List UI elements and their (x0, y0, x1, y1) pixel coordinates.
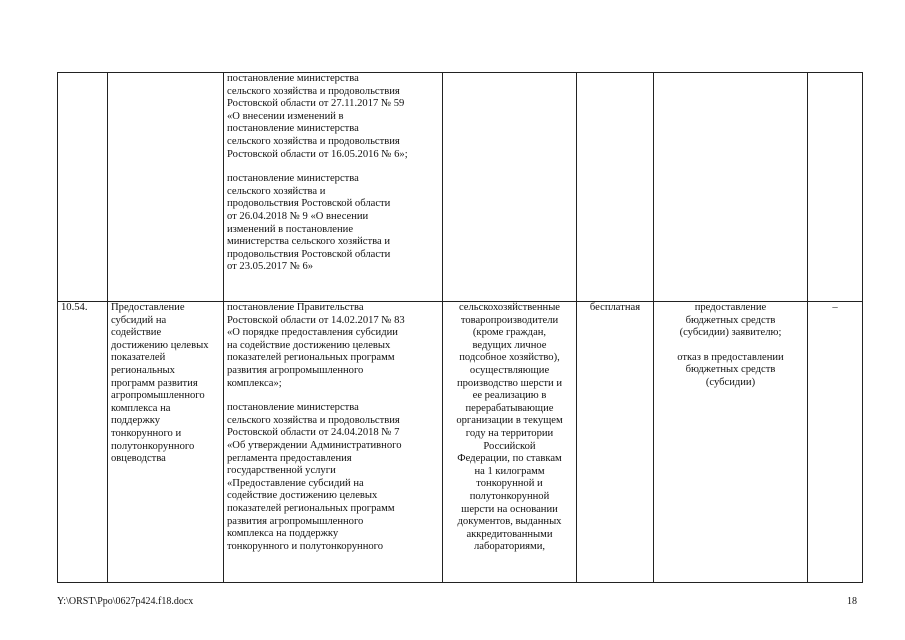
legal-doc-paragraph: постановление министерства сельского хозяйства и продовольствия Ростовской области от 26.04.2018 № 9 «О внесении изменений в постановление министерства сельского хозяйства и продовольствия Ростовской области от 23.05.2017 № 6» (227, 173, 391, 273)
footer-page-number: 18 (847, 596, 857, 607)
cell-service (108, 302, 224, 583)
legal-doc-paragraph: постановление министерства сельского хозяйства и продовольствия Ростовской области от 27.11.2017 № 59 «О внесении изменений в постановление министерства сельского хозяйства и продовольствия Ростовской области от 16.05.2016 № 6»; (227, 73, 408, 160)
cell-recipients (443, 302, 577, 583)
result-paragraph: предоставление бюджетных средств (субсидии) заявителю; (679, 302, 782, 339)
cell-results-empty (654, 73, 808, 302)
cell-legal-docs (224, 302, 443, 583)
recipients-text: сельскохозяйственные товаропроизводители (кроме граждан, ведущих личное подсобное хозяйство), осуществляющие производство шерсти и ее реализацию в перерабатывающие организации в текущем году на территории Российской Федерации, по ставкам на 1 килограмм тонкорунной и полутонкорунной шерсти на основании документов, выданных аккредитованными лабораториями, (456, 302, 563, 553)
cell-recipients-empty (443, 73, 577, 302)
table-row-continuation (58, 73, 863, 302)
services-table (57, 72, 863, 583)
cell-last: – (808, 302, 863, 583)
legal-doc-paragraph: постановление министерства сельского хозяйства и продовольствия Ростовской области от 24.04.2018 № 7 «Об утверждении Административного регламента предоставления государственной услуги «Предоставление субсидий на содействие достижению целевых показателей региональных программ развития агропромышленного комплекса на поддержку тонкорунного и полутонкорунного (227, 402, 402, 552)
cell-number-empty (58, 73, 108, 302)
cell-results (654, 302, 808, 583)
service-name: Предоставление субсидий на содействие достижению целевых показателей региональных программ развития агропромышленного комплекса на поддержку тонкорунного и полутонкорунного овцеводства (111, 302, 209, 465)
cell-service-empty (108, 73, 224, 302)
cell-last-empty (808, 73, 863, 302)
legal-doc-paragraph: постановление Правительства Ростовской области от 14.02.2017 № 83 «О порядке предоставления субсидии на содействие достижению целевых показателей региональных программ развития агропромышленного комплекса»; (227, 302, 405, 389)
cell-cost-empty (577, 73, 654, 302)
cell-legal-docs (224, 73, 443, 302)
row-number: 10.54. (58, 302, 108, 583)
result-paragraph: отказ в предоставлении бюджетных средств (субсидии) (677, 351, 784, 388)
footer-file-path: Y:\ORST\Ppo\0627p424.f18.docx (57, 596, 194, 607)
table-row-10-54 (58, 302, 863, 583)
cell-cost: бесплатная (577, 302, 654, 583)
